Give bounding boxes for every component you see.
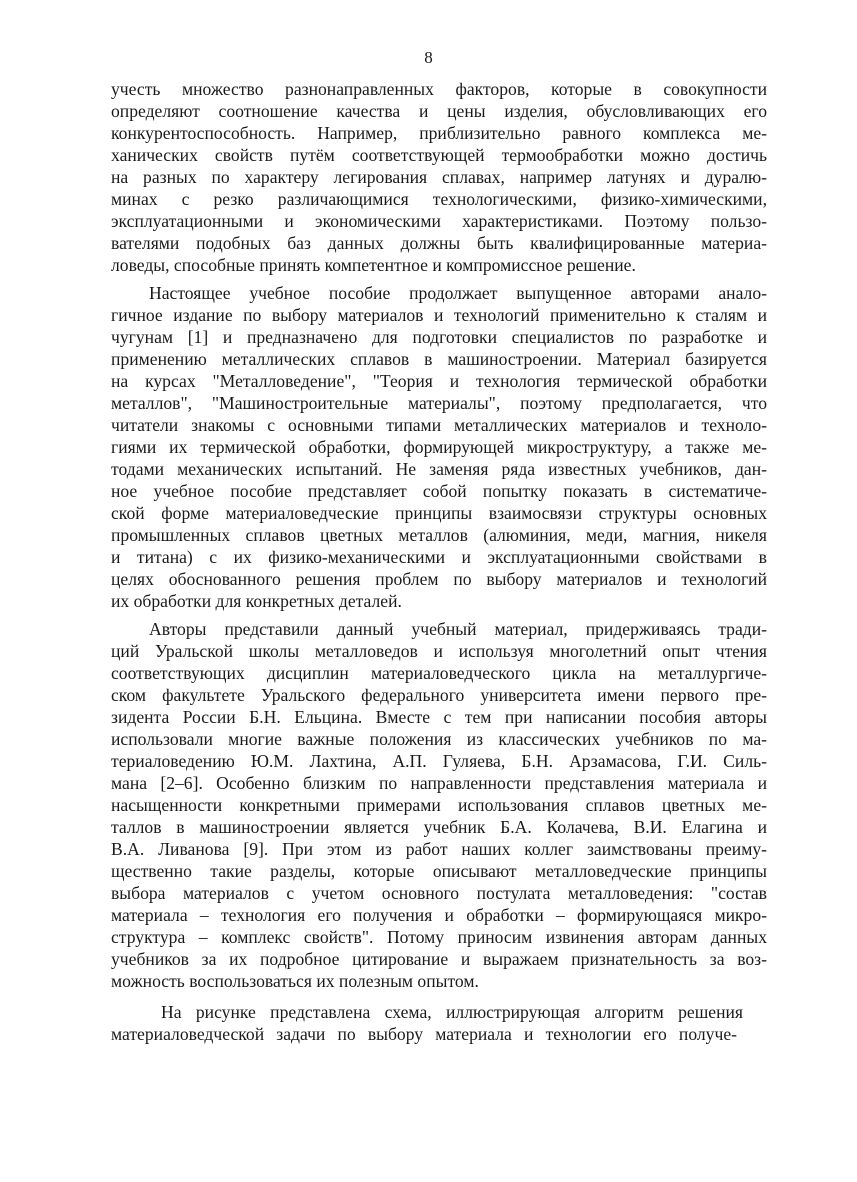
text-line: ском факультете Уральского федерального университета имени первого пре- <box>111 685 767 705</box>
text-line: на курсах "Металловедение", "Теория и технология термической обработки <box>111 371 767 391</box>
text-line: ное учебное пособие представляет собой попытку показать в систематиче- <box>111 481 767 501</box>
text-line: их обработки для конкретных деталей. <box>111 591 402 611</box>
text-line: учесть множество разнонаправленных факторов, которые в совокупности <box>111 79 767 99</box>
text-line: ловеды, способные принять компетентное и компромиссное решение. <box>111 255 636 275</box>
text-line: ской форме материаловедческие принципы взаимосвязи структуры основных <box>111 503 767 523</box>
text-line: чугунам [1] и предназначено для подготовки специалистов по разработке и <box>111 327 767 347</box>
text-line: щественно такие разделы, которые описывают металловедческие принципы <box>111 861 767 881</box>
text-line: ханических свойств путём соответствующей термообработки можно достичь <box>111 145 767 165</box>
text-line: На рисунке представлена схема, иллюстрирующая алгоритм решения <box>161 1002 743 1022</box>
text-line: на разных по характеру легирования сплавах, например латунях и дуралю- <box>111 167 767 187</box>
text-line: целях обоснованного решения проблем по выбору материалов и технологий <box>111 569 767 589</box>
text-line: материаловедческой задачи по выбору материала и технологии его получе- <box>111 1024 737 1044</box>
text-line: ций Уральской школы металловедов и используя многолетний опыт чтения <box>111 641 767 661</box>
text-line: гиями их термической обработки, формирующей микроструктуру, а также ме- <box>111 437 767 457</box>
text-line: металлов", "Машиностроительные материалы", поэтому предполагается, что <box>111 393 767 413</box>
document-body <box>111 78 767 1045</box>
text-line: Настоящее учебное пособие продолжает выпущенное авторами анало- <box>149 283 767 303</box>
text-line: можность воспользоваться их полезным опытом. <box>111 971 479 991</box>
text-line: выбора материалов с учетом основного постулата металловедения: "состав <box>111 883 767 903</box>
text-line: конкурентоспособность. Например, приблизительно равного комплекса ме- <box>111 123 767 143</box>
paragraph-2 <box>111 282 767 612</box>
text-line: структура – комплекс свойств". Потому приносим извинения авторам данных <box>111 927 767 947</box>
text-line: эксплуатационными и экономическими характеристиками. Поэтому пользо- <box>111 211 767 231</box>
text-line: таллов в машиностроении является учебник Б.А. Колачева, В.И. Елагина и <box>111 817 767 837</box>
text-line: учебников за их подробное цитирование и выражаем признательность за воз- <box>111 949 767 969</box>
page-number: 8 <box>424 48 433 67</box>
text-line: мана [2–6]. Особенно близким по направленности представления материала и <box>111 773 767 793</box>
text-line: применению металлических сплавов в машиностроении. Материал базируется <box>111 349 767 369</box>
text-line: гичное издание по выбору материалов и технологий применительно к сталям и <box>111 305 767 325</box>
paragraph-1 <box>111 78 767 276</box>
text-line: промышленных сплавов цветных металлов (алюминия, меди, магния, никеля <box>111 525 767 545</box>
text-line: читатели знакомы с основными типами металлических материалов и техноло- <box>111 415 767 435</box>
text-line: минах с резко различающимися технологическими, физико-химическими, <box>111 189 767 209</box>
text-line: Авторы представили данный учебный материал, придерживаясь тради- <box>149 619 767 639</box>
text-line: вателями подобных баз данных должны быть квалифицированные материа- <box>111 233 767 253</box>
text-line: материала – технология его получения и обработки – формирующаяся микро- <box>111 905 767 925</box>
text-line: насыщенности конкретными примерами использования сплавов цветных ме- <box>111 795 767 815</box>
text-line: и титана) с их физико-механическими и эксплуатационными свойствами в <box>111 547 767 567</box>
text-line: определяют соотношение качества и цены изделия, обусловливающих его <box>111 101 767 121</box>
text-line: тодами механических испытаний. Не заменяя ряда известных учебников, дан- <box>111 459 767 479</box>
text-line: териаловедению Ю.М. Лахтина, А.П. Гуляева, Б.Н. Арзамасова, Г.И. Силь- <box>111 751 767 771</box>
text-line: В.А. Ливанова [9]. При этом из работ наших коллег заимствованы преиму- <box>111 839 767 859</box>
text-line: зидента России Б.Н. Ельцина. Вместе с тем при написании пособия авторы <box>111 707 767 727</box>
text-line: использовали многие важные положения из классических учебников по ма- <box>111 729 767 749</box>
paragraph-3 <box>111 618 767 992</box>
paragraph-4 <box>111 1001 767 1045</box>
text-line: соответствующих дисциплин материаловедческого цикла на металлургиче- <box>111 663 767 683</box>
